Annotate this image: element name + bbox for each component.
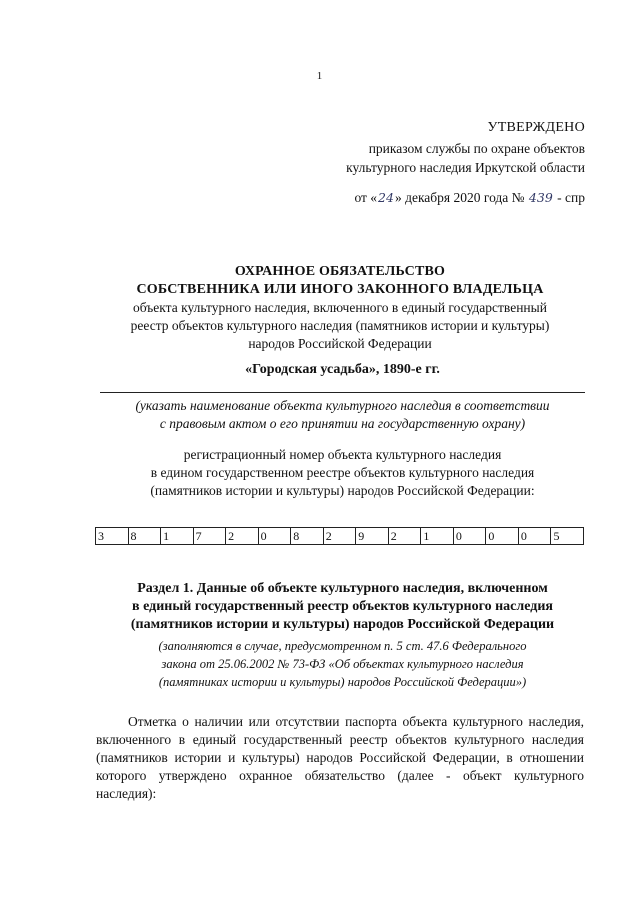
date-middle: » декабря 2020 года № [394, 190, 525, 205]
reg-digit-cell: 9 [356, 528, 389, 545]
registration-line-1: регистрационный номер объекта культурного наследия [183, 447, 502, 462]
reg-digit-cell: 7 [193, 528, 226, 545]
object-name-underline [100, 392, 585, 393]
object-hint-line-2: с правовым актом о его принятии на государственную охрану) [159, 416, 526, 431]
reg-digit-cell: 5 [551, 528, 584, 545]
registration-number-row [96, 528, 584, 545]
section-1-heading [60, 580, 625, 691]
page-number: 1 [316, 70, 323, 82]
title-line-1: ОХРАННОЕ ОБЯЗАТЕЛЬСТВО [234, 264, 446, 279]
registration-line-3: (памятников истории и культуры) народов Российской Федерации: [150, 483, 535, 498]
handwritten-day: 24 [378, 190, 394, 205]
section-note-line-2: закона от 25.06.2002 № 73-ФЗ «Об объектах культурного наследия [161, 657, 524, 671]
reg-digit-cell: 2 [323, 528, 356, 545]
date-prefix: от « [354, 190, 378, 205]
reg-digit-cell: 0 [486, 528, 519, 545]
title-line-2: СОБСТВЕННИКА ИЛИ ИНОГО ЗАКОННОГО ВЛАДЕЛЬЦА [136, 282, 544, 297]
registration-line-2: в едином государственном реестре объектов культурного наследия [150, 465, 535, 480]
object-name-hint [100, 397, 585, 433]
approval-line-1: приказом службы по охране объектов [368, 141, 585, 156]
approval-date-line [255, 188, 585, 207]
reg-digit-cell: 0 [453, 528, 486, 545]
section-title-line-3: (памятников истории и культуры) народов Российской Федерации [130, 617, 555, 632]
section-note-line-1: (заполняются в случае, предусмотренном п. 5 ст. 47.6 Федерального [158, 639, 527, 653]
passport-paragraph: Отметка о наличии или отсутствии паспорта объекта культурного наследия, включенного в единый государственный реестр объектов культурного наследия (памятников истории и культуры) народов Российской Федерации, в отношении которого утверждено охранное обязательство (далее - объект культурного наследия): [96, 714, 584, 801]
section-note-line-3: (памятниках истории и культуры) народов Российской Федерации») [158, 675, 527, 689]
section-title-line-1: Раздел 1. Данные об объекте культурного наследия, включенном [137, 581, 548, 596]
reg-digit-cell: 8 [128, 528, 161, 545]
document-title [50, 263, 630, 353]
object-hint-line-1: (указать наименование объекта культурного наследия в соответствии [135, 398, 550, 413]
reg-digit-cell: 2 [388, 528, 421, 545]
approval-stamp [255, 118, 585, 207]
approval-heading: УТВЕРЖДЕНО [487, 120, 585, 135]
section-note [60, 637, 625, 691]
date-suffix: - спр [557, 190, 585, 205]
title-line-5: народов Российской Федерации [248, 336, 432, 351]
registration-caption [90, 446, 595, 500]
title-line-3: объекта культурного наследия, включенного в единый государственный [133, 300, 547, 315]
handwritten-order-number: 439 [528, 190, 553, 205]
reg-digit-cell: 1 [421, 528, 454, 545]
reg-digit-cell: 0 [258, 528, 291, 545]
reg-digit-cell: 2 [226, 528, 259, 545]
section-title-line-2: в единый государственный реестр объектов культурного наследия [132, 599, 553, 614]
title-line-4: реестр объектов культурного наследия (памятников истории и культуры) [130, 318, 550, 333]
reg-digit-cell: 1 [161, 528, 194, 545]
reg-digit-cell: 3 [96, 528, 129, 545]
object-name: «Городская усадьба», 1890-е гг. [245, 362, 440, 377]
registration-number-table [95, 527, 584, 545]
approval-line-2: культурного наследия Иркутской области [346, 160, 585, 175]
reg-digit-cell: 0 [518, 528, 551, 545]
reg-digit-cell: 8 [291, 528, 324, 545]
